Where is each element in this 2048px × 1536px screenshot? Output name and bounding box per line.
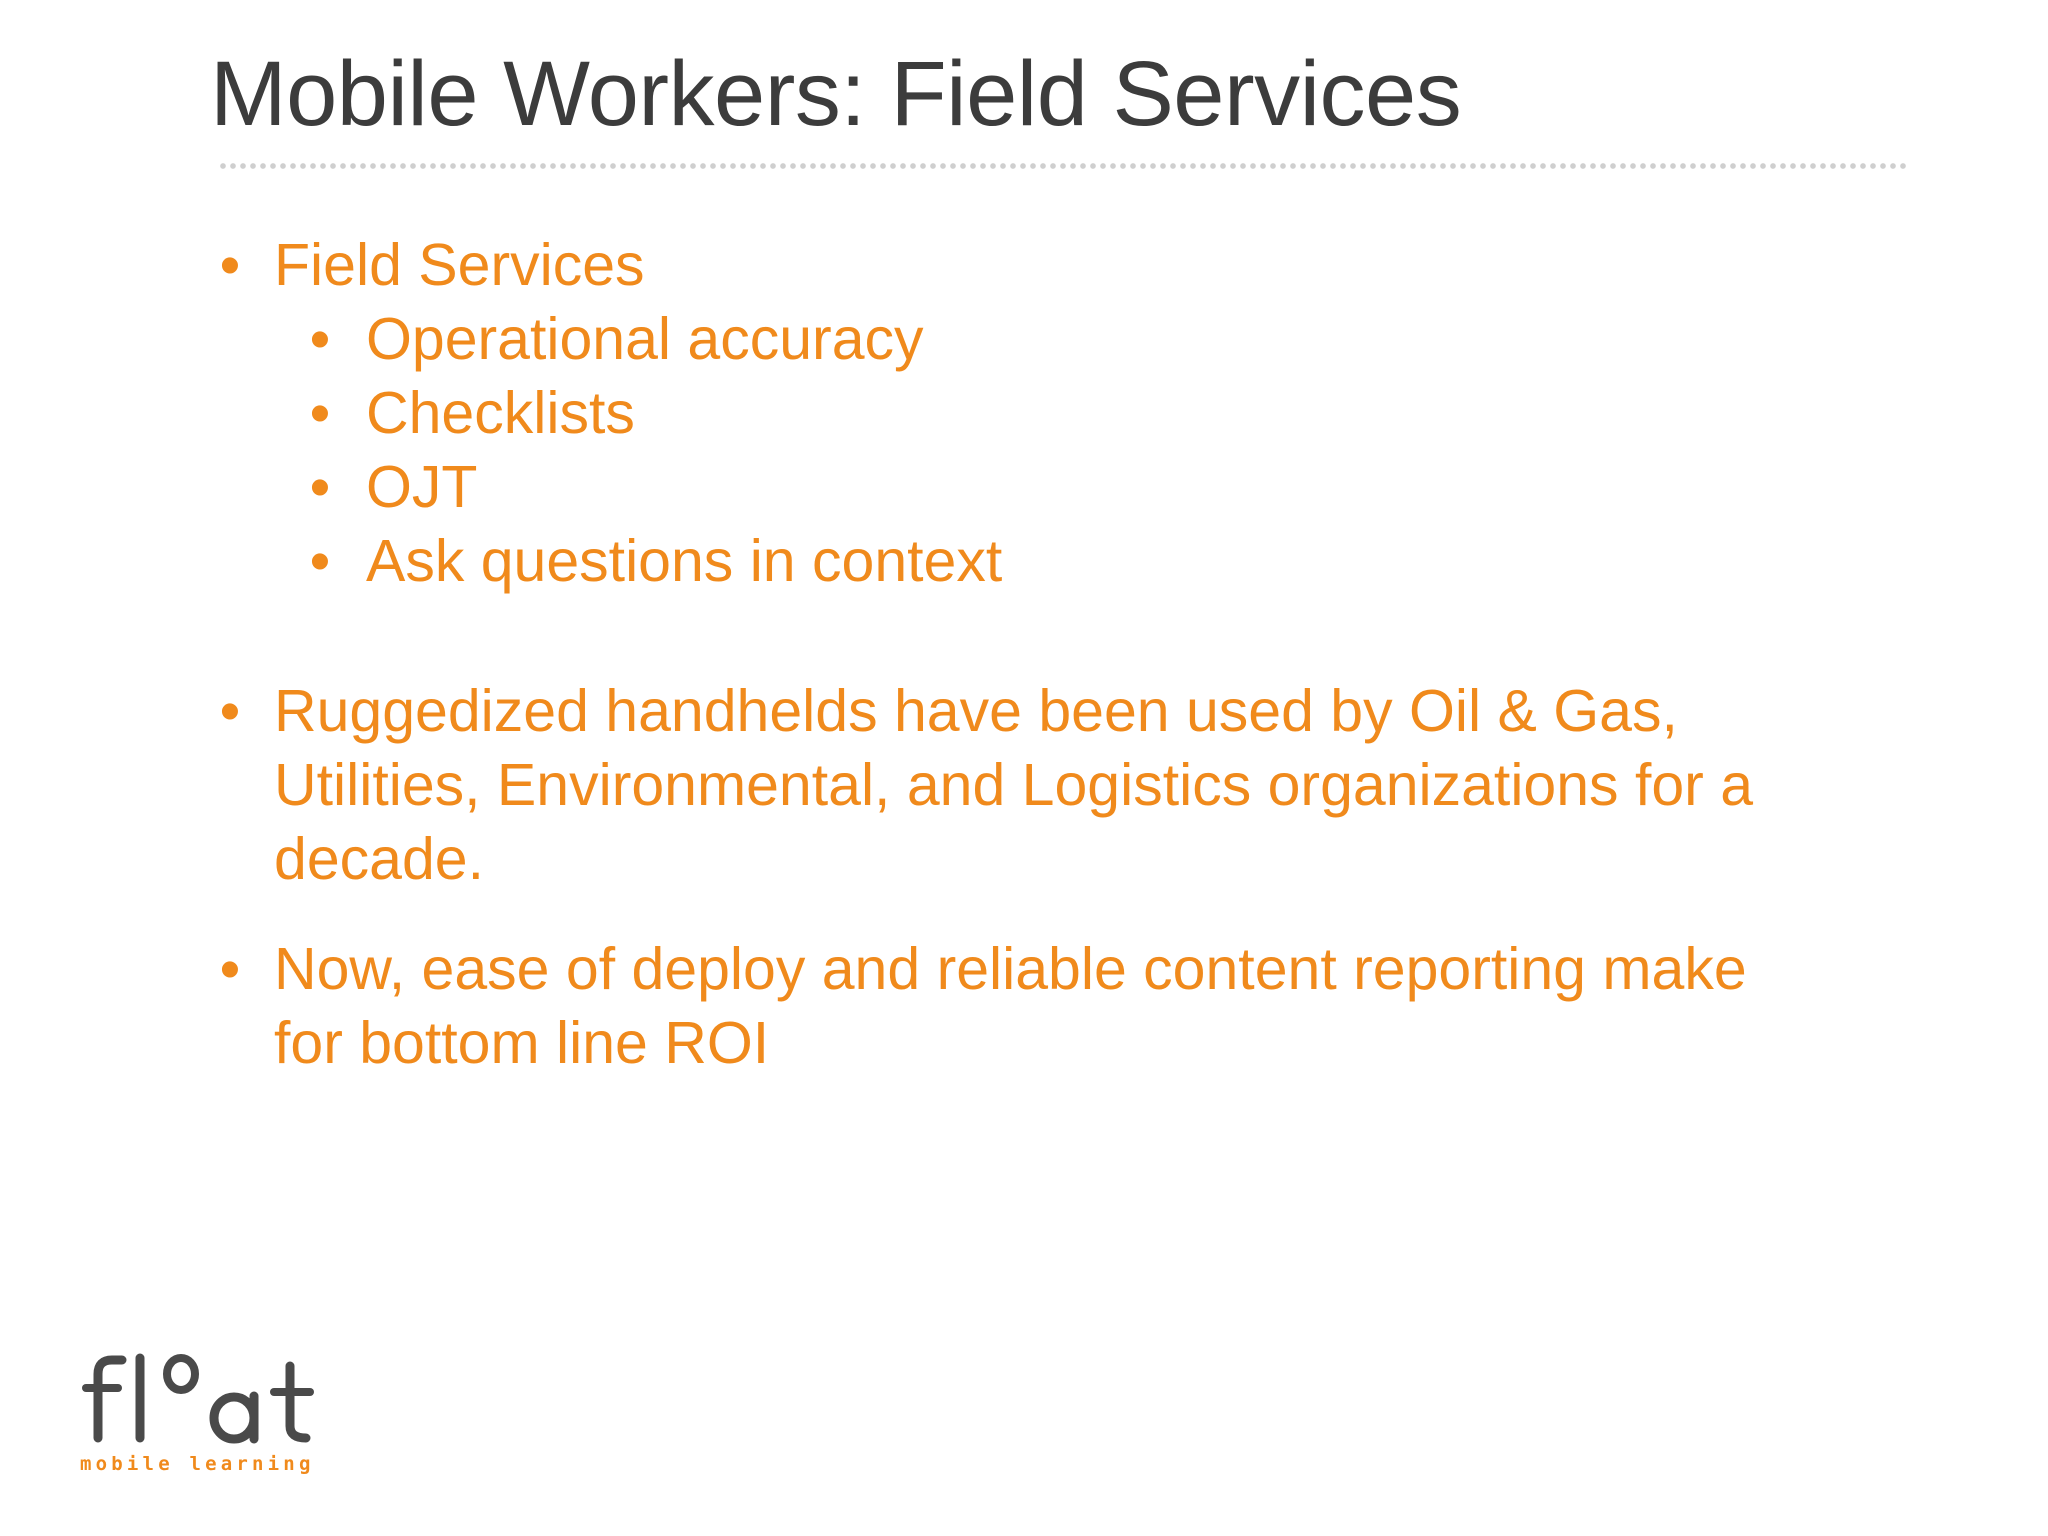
bullet-text-line: Ruggedized handhelds have been used by Oil & Gas, xyxy=(274,678,1678,744)
sub-bullet-text: Ask questions in context xyxy=(366,528,1003,594)
logo-tagline: mobile learning xyxy=(80,1453,315,1475)
bullet-text-line: Now, ease of deploy and reliable content reporting make xyxy=(274,936,1747,1002)
bullet-marker: • xyxy=(219,678,241,744)
bullet-text-line: for bottom line ROI xyxy=(274,1010,770,1076)
bullet-marker: • xyxy=(309,528,331,594)
bullet-item xyxy=(210,674,1930,896)
bullet-marker: • xyxy=(309,454,331,520)
sub-bullet-item xyxy=(300,376,1900,450)
float-logo-graphic xyxy=(78,1330,368,1480)
bullet-marker: • xyxy=(309,306,331,372)
sub-bullet-item xyxy=(300,524,1900,598)
sub-bullet-item xyxy=(300,302,1900,376)
sub-bullet-item xyxy=(300,450,1900,524)
bullet-item xyxy=(210,228,1910,302)
bullet-text: Field Services xyxy=(274,232,645,298)
bullet-text-line: decade. xyxy=(274,826,484,892)
sub-bullet-text: Operational accuracy xyxy=(366,306,924,372)
bullet-text-line: Utilities, Environmental, and Logistics organizations for a xyxy=(274,752,1754,818)
bullet-marker: • xyxy=(219,232,241,298)
float-logo xyxy=(78,1330,368,1480)
sub-bullet-text: OJT xyxy=(366,454,478,520)
sub-bullet-text: Checklists xyxy=(366,380,635,446)
bullet-marker: • xyxy=(309,380,331,446)
bullet-marker: • xyxy=(219,936,241,1002)
bullet-item xyxy=(210,932,1930,1080)
slide-title: Mobile Workers: Field Services xyxy=(210,43,1462,145)
